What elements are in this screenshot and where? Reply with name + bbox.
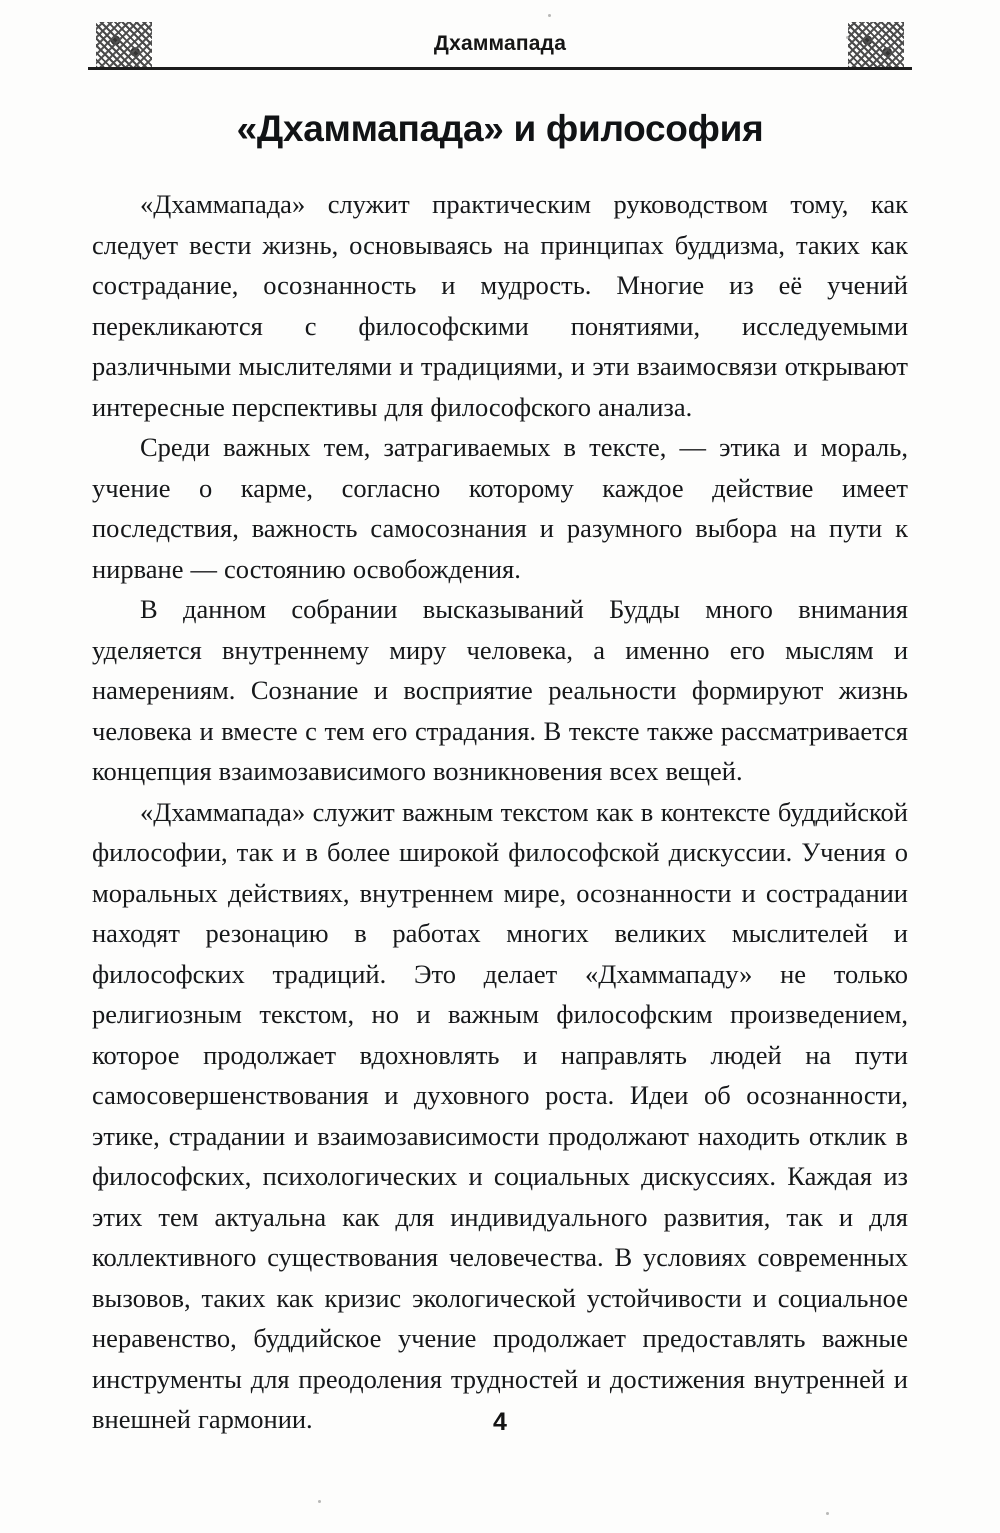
body-paragraph: Среди важных тем, затрагиваемых в тексте, — этика и мораль, учение о карме, согласно которому каждое действие имеет последствия, важность самосознания и разумного выбора на пути к нирване — состоянию освобождения. [92,432,908,584]
page-speck [826,1512,829,1515]
page-number: 4 [493,1408,507,1436]
page-speck [548,14,551,17]
chapter-title: «Дхаммапада» и философия [236,108,764,149]
page-speck [318,1500,321,1503]
running-header-title: Дхаммапада [433,32,567,55]
page-speck [846,36,849,39]
running-header [88,18,912,70]
body-paragraph: «Дхаммапада» служит практическим руководством тому, как следует вести жизнь, основываясь на принципах буддизма, таких как сострадание, осознанность и мудрость. Многие из её учений перекликаются с философскими понятиями, исследуемыми различными мыслителями и традициями, и эти взаимосвязи открывают интересные перспективы для философского анализа. [92,189,908,422]
body-paragraph: В данном собрании высказываний Будды много внимания уделяется внутреннему миру человека, а именно его мыслям и намерениям. Сознание и восприятие реальности формируют жизнь человека и вместе с тем его страдания. В тексте также рассматривается концепция взаимозависимого возникновения всех вещей. [92,594,908,786]
header-divider [88,67,912,70]
body-paragraph: «Дхаммапада» служит важным текстом как в контексте буддийской философии, так и в более широкой философской дискуссии. Учения о моральных действиях, внутреннем мире, осознанности и сострадании находят резонацию в работах многих великих мыслителей и философских традиций. Это делает «Дхаммападу» не только религиозным текстом, но и важным философским произведением, которое продолжает вдохновлять и направлять людей на пути самосовершенствования и духовного роста. Идеи об осознанности, этике, страдании и взаимозависимости продолжают находить отклик в философских, психологических и социальных дискуссиях. Каждая из этих тем актуальна как для индивидуального развития, так и для коллективного существования человечества. В условиях современных вызовов, таких как кризис экологической устойчивости и социальное неравенство, буддийское учение продолжает предоставлять важные инструменты для преодоления трудностей и достижения внутренней и внешней гармонии. [92,796,908,1434]
page-content [92,108,908,1440]
